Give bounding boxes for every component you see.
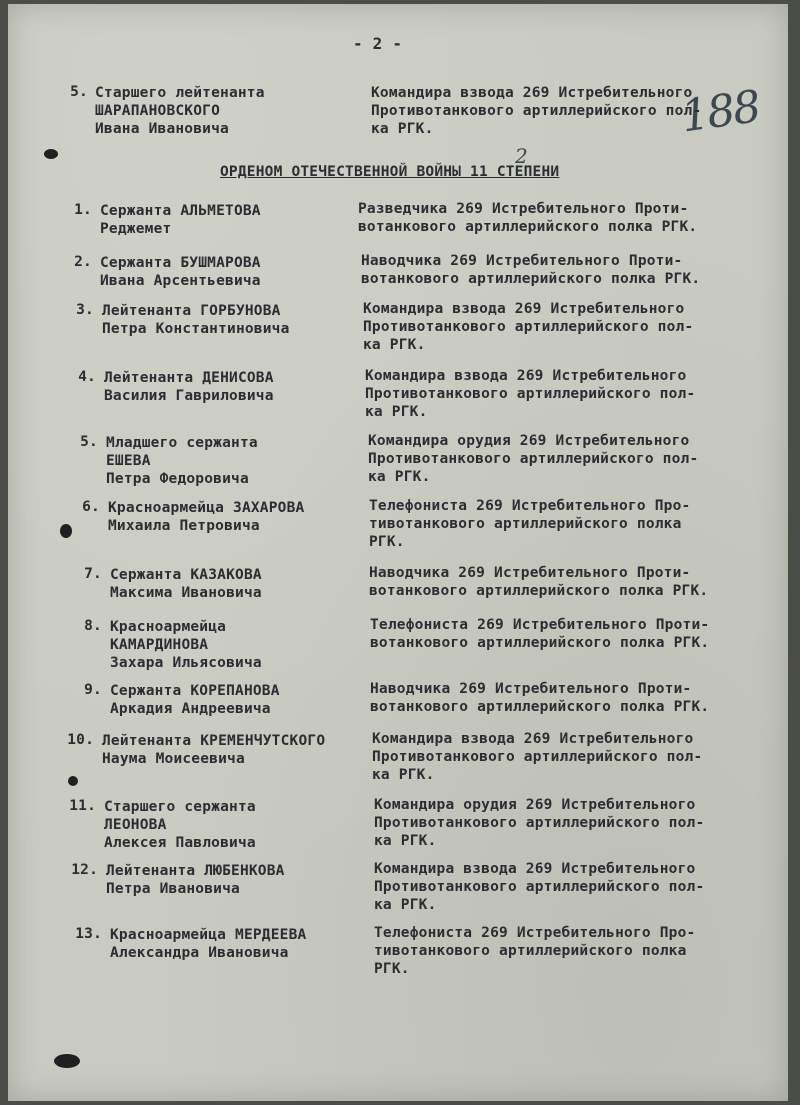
- entry-position: [365, 367, 695, 421]
- position-line: ка РГК.: [365, 404, 428, 420]
- name-line: Лейтенанта ГОРБУНОВА: [102, 303, 281, 319]
- ink-stain: [54, 1054, 80, 1068]
- position-line: тивотанкового артиллерийского полка: [369, 516, 682, 532]
- position-line: Наводчика 269 Истребительного Проти-: [361, 253, 683, 269]
- entry-rank-name: [102, 732, 325, 768]
- position-line: Противотанкового артиллерийского пол-: [365, 386, 696, 402]
- entry-rank-name: [110, 926, 306, 962]
- name-line: Младшего сержанта: [106, 435, 258, 451]
- position-line: Телефониста 269 Истребительного Про-: [369, 498, 691, 514]
- entry-rank-name: [110, 566, 262, 602]
- entry-number: 1.: [74, 202, 92, 218]
- entry-position: [372, 730, 702, 784]
- position-line: тивотанкового артиллерийского полка: [374, 943, 687, 959]
- position-line: Командира взвода 269 Истребительного: [363, 301, 685, 317]
- position-line: вотанкового артиллерийского полка РГК.: [370, 635, 710, 651]
- position-line: Наводчика 269 Истребительного Проти-: [369, 565, 691, 581]
- position-line: Командира орудия 269 Истребительного: [368, 433, 690, 449]
- position-line: РГК.: [374, 961, 410, 977]
- position-line: ка РГК.: [372, 767, 435, 783]
- name-line: Наума Моисеевича: [102, 751, 245, 767]
- entry-rank-name: [100, 202, 261, 238]
- position-line: Противотанкового артиллерийского пол-: [374, 879, 705, 895]
- position-line: Командира взвода 269 Истребительного: [372, 731, 694, 747]
- entry-rank-name: [108, 499, 304, 535]
- name-line: Михаила Петровича: [108, 518, 260, 534]
- entry-number: 5.: [80, 434, 98, 450]
- position-line: Командира взвода 269 Истребительного: [365, 368, 687, 384]
- entry-position: [374, 924, 695, 978]
- entry-number: 12.: [71, 862, 98, 878]
- name-line: ЕШЕВА: [106, 453, 151, 469]
- ink-stain: [60, 524, 72, 538]
- position-line: вотанкового артиллерийского полка РГК.: [369, 583, 709, 599]
- position-line: РГК.: [369, 534, 405, 550]
- position-line: Телефониста 269 Истребительного Проти-: [370, 617, 710, 633]
- position-line: ка РГК.: [371, 121, 434, 137]
- position-line: Командира орудия 269 Истребительного: [374, 797, 696, 813]
- name-line: Максима Ивановича: [110, 585, 262, 601]
- name-line: Алексея Павловича: [104, 835, 256, 851]
- name-line: Реджемет: [100, 221, 172, 237]
- name-line: Петра Федоровича: [106, 471, 249, 487]
- name-line: ЛЕОНОВА: [104, 817, 167, 833]
- entry-number: 4.: [78, 369, 96, 385]
- name-line: Красноармейца ЗАХАРОВА: [108, 500, 305, 516]
- entry-rank-name: [104, 798, 256, 852]
- entry-number: 3.: [76, 302, 94, 318]
- page-number: - 2 -: [353, 34, 403, 53]
- position-line: Командира взвода 269 Истребительного: [371, 85, 693, 101]
- position-line: ка РГК.: [374, 897, 437, 913]
- name-line: Лейтенанта ЛЮБЕНКОВА: [106, 863, 285, 879]
- name-line: Александра Ивановича: [110, 945, 289, 961]
- entry-number: 5.: [70, 84, 88, 100]
- position-line: Противотанкового артиллерийского пол-: [363, 319, 694, 335]
- name-line: Сержанта АЛЬМЕТОВА: [100, 203, 261, 219]
- entry-rank-name: [106, 434, 258, 488]
- position-line: Телефониста 269 Истребительного Про-: [374, 925, 696, 941]
- entry-position: [370, 680, 709, 716]
- entry-rank-name: [102, 302, 290, 338]
- name-line: Петра Ивановича: [106, 881, 240, 897]
- document-page: [8, 4, 788, 1101]
- position-line: Противотанкового артиллерийского пол-: [374, 815, 705, 831]
- entry-position: [369, 497, 690, 551]
- name-line: Петра Константиновича: [102, 321, 290, 337]
- position-line: ка РГК.: [368, 469, 431, 485]
- handwritten-number: 188: [678, 81, 763, 143]
- entry-position: [363, 300, 693, 354]
- name-line: Лейтенанта КРЕМЕНЧУТСКОГО: [102, 733, 326, 749]
- entry-number: 10.: [67, 732, 94, 748]
- position-line: Командира взвода 269 Истребительного: [374, 861, 696, 877]
- entry-position: [361, 252, 700, 288]
- position-line: вотанкового артиллерийского полка РГК.: [361, 271, 701, 287]
- name-line: Сержанта КАЗАКОВА: [110, 567, 262, 583]
- name-line: Старшего лейтенанта: [95, 85, 265, 101]
- entry-number: 2.: [74, 254, 92, 270]
- name-line: Захара Ильясовича: [110, 655, 262, 671]
- entry-number: 9.: [84, 682, 102, 698]
- entry-position: [369, 564, 708, 600]
- entry-number: 13.: [75, 926, 102, 942]
- entry-rank-name: [106, 862, 285, 898]
- ink-stain: [68, 776, 78, 786]
- entry-rank-name: [104, 369, 274, 405]
- entry-position: [370, 616, 709, 652]
- position-line: Разведчика 269 Истребительного Проти-: [358, 201, 689, 217]
- name-line: Красноармейца: [110, 619, 227, 635]
- name-line: ШАРАПАНОВСКОГО: [95, 103, 221, 119]
- position-line: Наводчика 269 Истребительного Проти-: [370, 681, 692, 697]
- entry-number: 8.: [84, 618, 102, 634]
- position-line: ка РГК.: [374, 833, 437, 849]
- entry-rank-name: [110, 618, 262, 672]
- position-line: Противотанкового артиллерийского пол-: [371, 103, 702, 119]
- entry-position: [371, 84, 701, 138]
- ink-stain: [44, 149, 58, 159]
- entry-position: [374, 796, 704, 850]
- position-line: Противотанкового артиллерийского пол-: [372, 749, 703, 765]
- name-line: Лейтенанта ДЕНИСОВА: [104, 370, 274, 386]
- position-line: ка РГК.: [363, 337, 426, 353]
- position-line: вотанкового артиллерийского полка РГК.: [358, 219, 698, 235]
- name-line: Василия Гавриловича: [104, 388, 274, 404]
- entry-number: 11.: [69, 798, 96, 814]
- entry-position: [374, 860, 704, 914]
- name-line: Аркадия Андреевича: [110, 701, 271, 717]
- entry-number: 6.: [82, 499, 100, 515]
- name-line: КАМАРДИНОВА: [110, 637, 209, 653]
- position-line: Противотанкового артиллерийского пол-: [368, 451, 699, 467]
- name-line: Сержанта БУШМАРОВА: [100, 255, 261, 271]
- name-line: Сержанта КОРЕПАНОВА: [110, 683, 280, 699]
- entry-rank-name: [110, 682, 280, 718]
- handwritten-correction: 2: [515, 144, 528, 168]
- name-line: Ивана Арсентьевича: [100, 273, 261, 289]
- entry-rank-name: [95, 84, 265, 138]
- entry-position: [368, 432, 698, 486]
- section-heading: ОРДЕНОМ ОТЕЧЕСТВЕННОЙ ВОЙНЫ 11 СТЕПЕНИ: [220, 164, 560, 180]
- name-line: Ивана Ивановича: [95, 121, 229, 137]
- name-line: Красноармейца МЕРДЕЕВА: [110, 927, 307, 943]
- name-line: Старшего сержанта: [104, 799, 256, 815]
- entry-rank-name: [100, 254, 261, 290]
- position-line: вотанкового артиллерийского полка РГК.: [370, 699, 710, 715]
- entry-number: 7.: [84, 566, 102, 582]
- entry-position: [358, 200, 697, 236]
